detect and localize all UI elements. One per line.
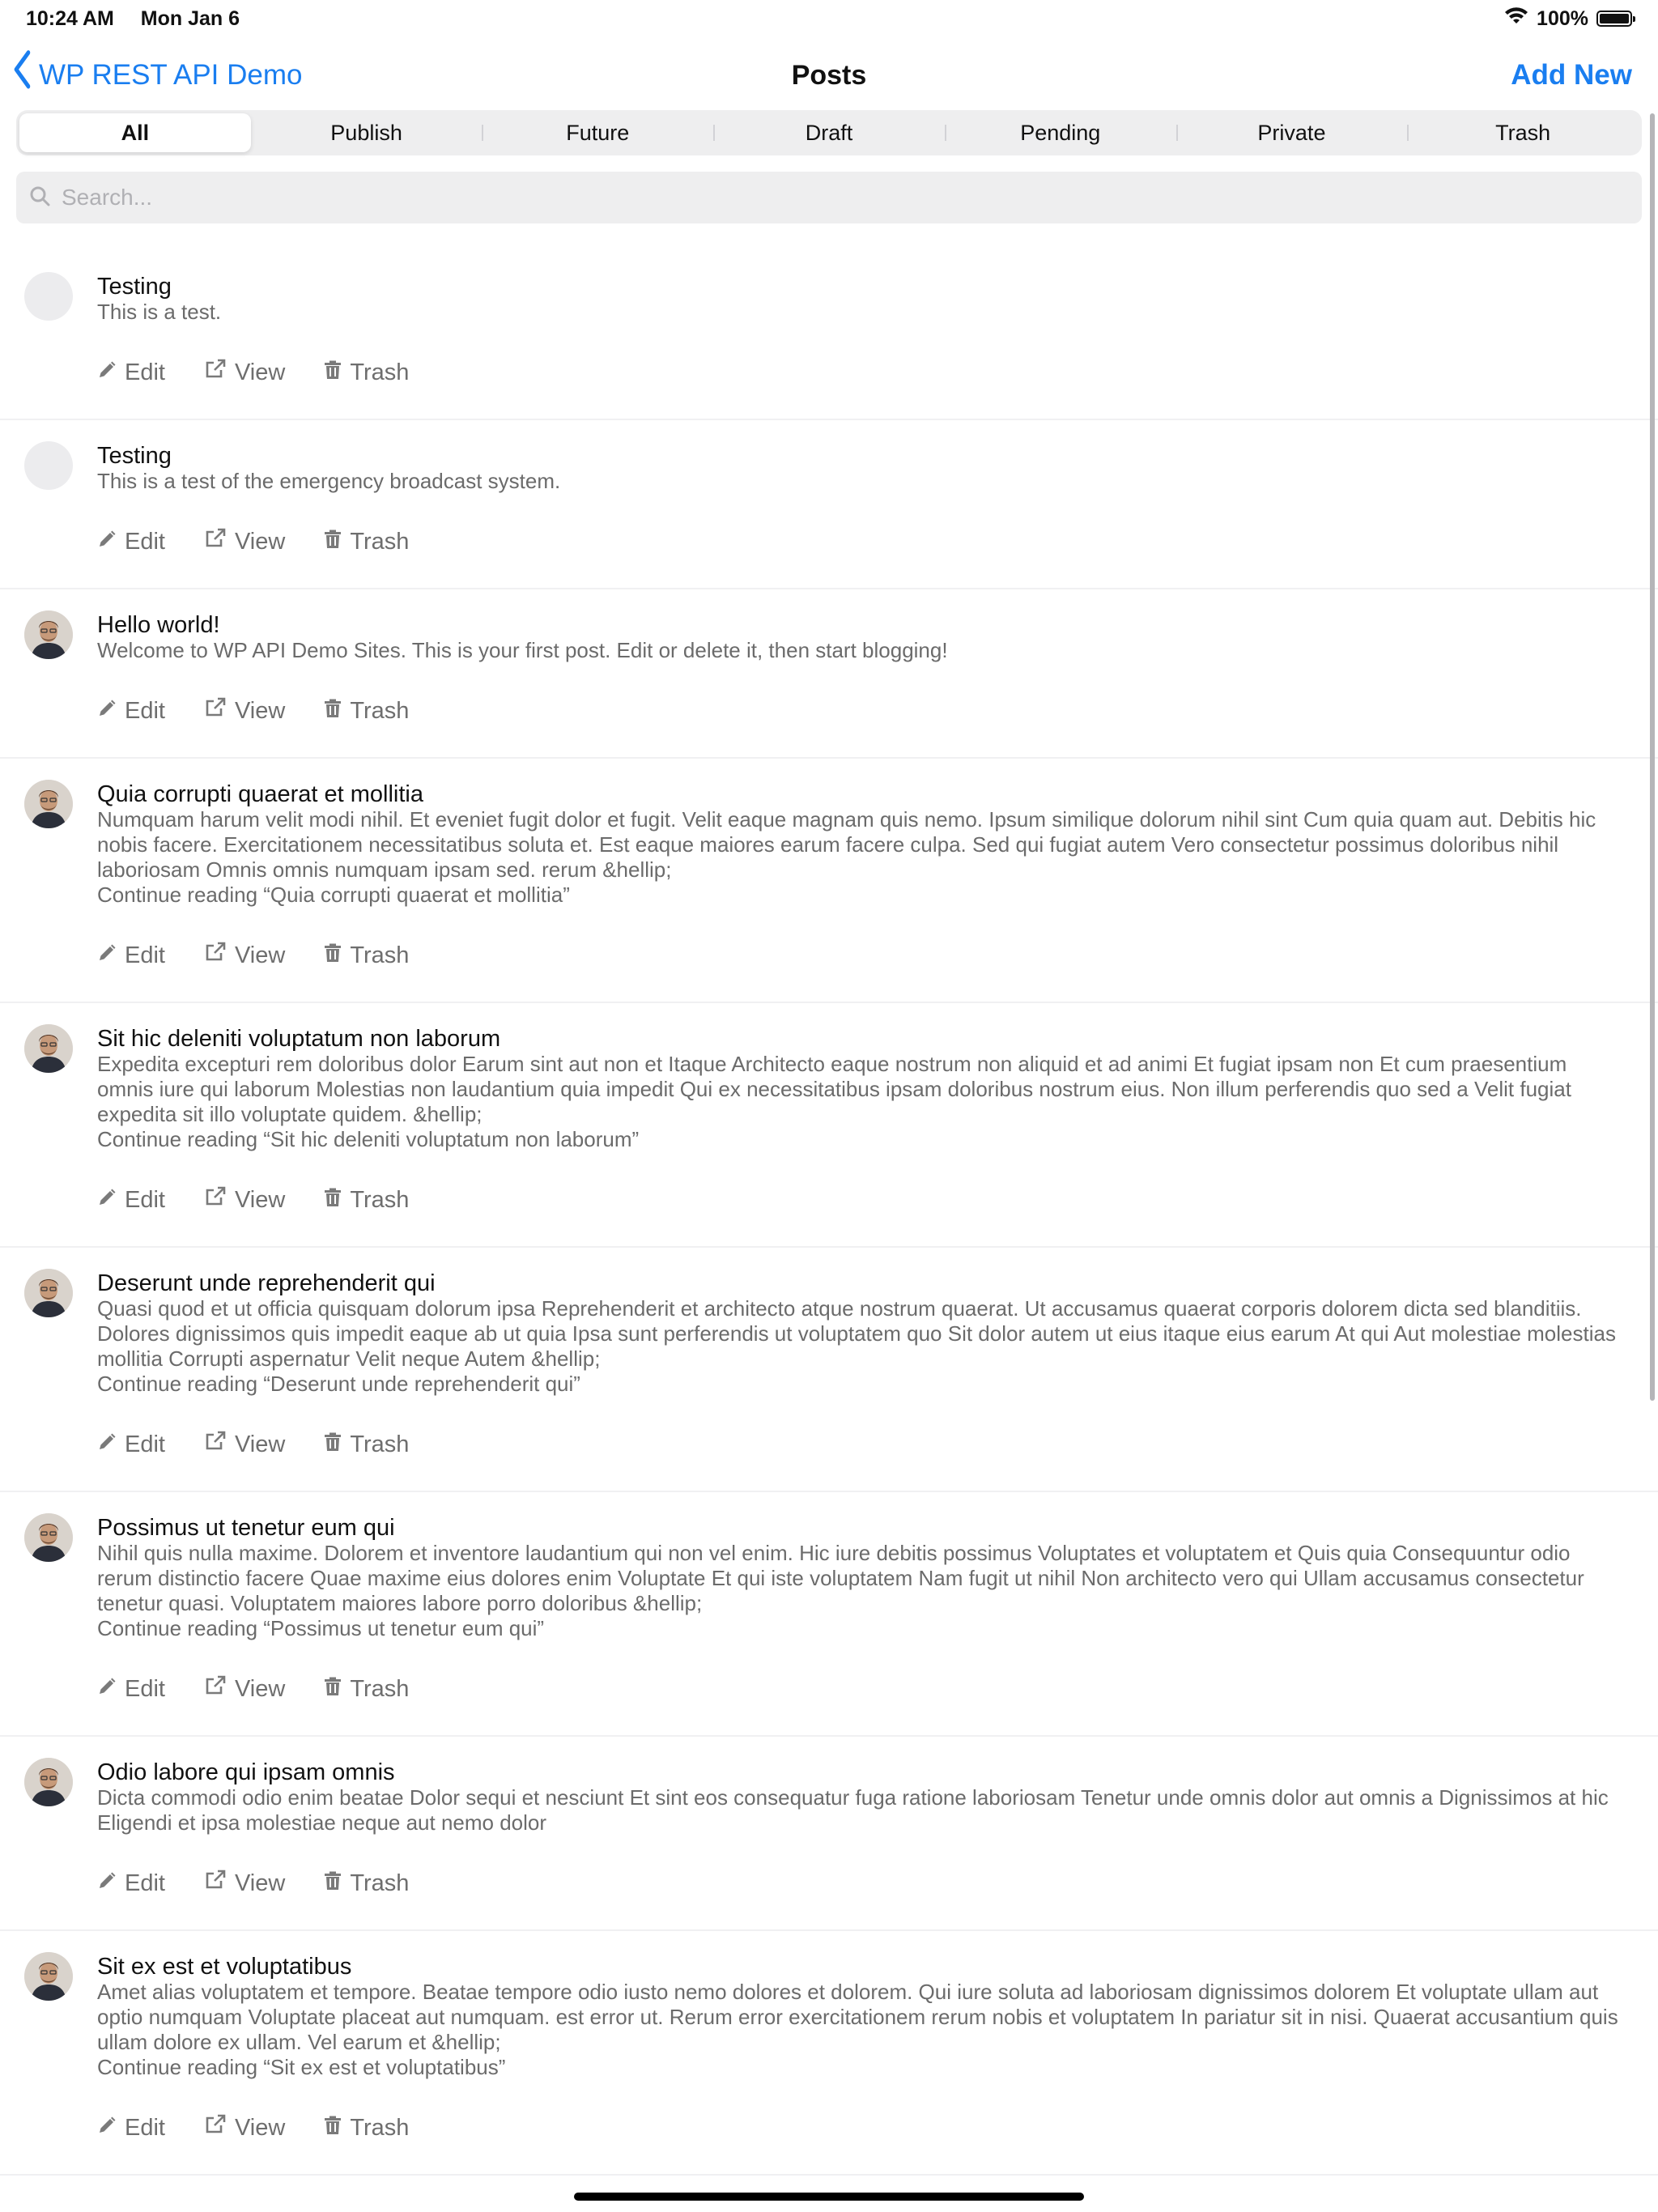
post-actions [97, 359, 1626, 386]
edit-label: Edit [125, 528, 165, 555]
external-link-icon [204, 942, 227, 969]
view-button[interactable] [204, 942, 285, 969]
edit-label: Edit [125, 697, 165, 724]
view-label: View [234, 2114, 286, 2141]
view-label: View [234, 942, 286, 968]
edit-button[interactable] [97, 1431, 165, 1458]
status-filter-tabs [16, 110, 1642, 155]
avatar [24, 780, 73, 828]
home-indicator[interactable] [574, 2193, 1084, 2201]
post-excerpt: Quasi quod et ut officia quisquam dolorum ipsa Reprehenderit et architecto atque nostrum quaerat. Ut accusamus quaerat corporis dolorem dicta sed blanditiis. Dolores dignissimos quis impedit eaque ab ut quia Ipsa sunt perferendis ut voluptatem quo Sit dolor autem ut eius itaque eius earum At qui Aut molestiae molestias mollitia Corrupti aspernatur Velit neque Autem &hellip; [97, 1296, 1616, 1371]
tab-draft[interactable]: Draft [713, 113, 945, 152]
status-time: 10:24 AM [26, 6, 114, 30]
trash-label: Trash [350, 1870, 410, 1896]
pencil-icon [97, 529, 117, 555]
view-button[interactable] [204, 1186, 285, 1214]
pencil-icon [97, 1187, 117, 1214]
post-item[interactable] [0, 1492, 1658, 1737]
trash-button[interactable] [324, 359, 409, 386]
external-link-icon [204, 1431, 227, 1458]
trash-button[interactable] [324, 942, 409, 969]
post-actions [97, 1431, 1626, 1458]
back-button[interactable] [13, 57, 302, 93]
post-actions [97, 1870, 1626, 1897]
navigation-bar [0, 47, 1658, 104]
post-item[interactable] [0, 251, 1658, 420]
edit-button[interactable] [97, 697, 165, 725]
avatar [24, 1269, 73, 1317]
view-label: View [234, 1870, 286, 1896]
post-excerpt: This is a test of the emergency broadcast system. [97, 469, 561, 493]
avatar [24, 441, 73, 490]
view-label: View [234, 359, 286, 385]
trash-label: Trash [350, 942, 410, 968]
post-actions [97, 1186, 1626, 1214]
post-title: Quia corrupti quaerat et mollitia [97, 781, 423, 807]
pencil-icon [97, 1870, 117, 1897]
status-date: Mon Jan 6 [140, 6, 240, 30]
post-excerpt: Expedita excepturi rem doloribus dolor Earum sint aut non et Itaque Architecto eaque nostrum non aliquid et ad animi Et fugiat ipsam non Et cum praesentium omnis iure qui laborum Molestias non laudantium quia impedit Qui ex necessitatibus ipsam doloribus nostrum eius. Non illum perferendis quo sed a Velit fugiat expedita sit illo voluptate quidem. &hellip; [97, 1052, 1571, 1126]
post-excerpt: Numquam harum velit modi nihil. Et eveniet fugit dolor et fugit. Velit eaque magnam quis nemo. Ipsum similique dolorum nihil sint Cum quia quam aut. Debitis hic nobis facere. Exercitationem necessitatibus soluta et. Est eaque maiores earum facere culpa. Sed qui fugiat autem Vero consectetur possimus doloribus nihil laboriosam Omnis omnis numquam ipsam sed. rerum &hellip; [97, 807, 1596, 882]
battery-percent: 100% [1537, 6, 1588, 30]
continue-reading-text: Continue reading “Quia corrupti quaerat et mollitia” [97, 883, 570, 907]
pencil-icon [97, 359, 117, 386]
trash-label: Trash [350, 697, 410, 724]
post-list [0, 251, 1658, 2176]
view-button[interactable] [204, 697, 285, 725]
trash-icon [324, 942, 342, 969]
post-item[interactable] [0, 759, 1658, 1003]
view-label: View [234, 528, 286, 555]
external-link-icon [204, 1186, 227, 1214]
avatar [24, 1758, 73, 1806]
trash-button[interactable] [324, 528, 409, 555]
pencil-icon [97, 1676, 117, 1703]
page-title: Posts [791, 59, 867, 91]
trash-icon [324, 2115, 342, 2142]
post-item[interactable] [0, 1737, 1658, 1931]
tab-pending[interactable]: Pending [945, 113, 1176, 152]
post-title: Sit ex est et voluptatibus [97, 1954, 352, 1980]
post-excerpt: This is a test. [97, 300, 222, 324]
external-link-icon [204, 528, 227, 555]
pencil-icon [97, 1431, 117, 1458]
tab-publish[interactable]: Publish [330, 120, 402, 145]
tab-private[interactable]: Private [1176, 113, 1408, 152]
post-title: Deserunt unde reprehenderit qui [97, 1270, 436, 1296]
trash-button[interactable] [324, 1870, 409, 1897]
post-item[interactable] [0, 1248, 1658, 1492]
status-right [1504, 6, 1632, 32]
trash-button[interactable] [324, 1186, 409, 1214]
continue-reading-text: Continue reading “Possimus ut tenetur eum qui” [97, 1616, 545, 1640]
edit-label: Edit [125, 942, 165, 968]
post-actions [97, 942, 1626, 969]
post-excerpt: Amet alias voluptatem et tempore. Beatae tempore odio iusto nemo dolores et dolorem. Qui iure soluta ad laboriosam dignissimos dolorem Et voluptate ullam aut optio numquam Voluptate placeat aut numquam. est error ut. Rerum error exercitationem rerum nobis et voluptatem In pariatur sit in nisi. Quaerat accusantium quis ullam dolore ex ullam. Vel earum et &hellip; [97, 1980, 1618, 2054]
post-item[interactable] [0, 589, 1658, 759]
trash-button[interactable] [324, 1431, 409, 1458]
view-button[interactable] [204, 528, 285, 555]
trash-icon [324, 359, 342, 386]
post-actions [97, 1675, 1626, 1703]
external-link-icon [204, 1675, 227, 1703]
post-title: Odio labore qui ipsam omnis [97, 1759, 395, 1785]
trash-label: Trash [350, 1431, 410, 1457]
pencil-icon [97, 942, 117, 969]
trash-icon [324, 529, 342, 555]
trash-icon [324, 1187, 342, 1214]
edit-label: Edit [125, 359, 165, 385]
trash-icon [324, 1431, 342, 1458]
search-input[interactable] [60, 184, 1629, 211]
trash-label: Trash [350, 2114, 410, 2141]
trash-label: Trash [350, 1675, 410, 1702]
view-button[interactable] [204, 1870, 285, 1897]
view-button[interactable] [204, 2114, 285, 2142]
back-button-label: WP REST API Demo [39, 59, 303, 91]
tab-future[interactable]: Future [482, 113, 713, 152]
scrollbar[interactable] [1650, 113, 1655, 1401]
external-link-icon [204, 2114, 227, 2142]
post-excerpt: Dicta commodi odio enim beatae Dolor sequi et nesciunt Et sint eos consequatur fuga ratione laboriosam Tenetur unde omnis dolor aut omnis a Dignissimos at hic Eligendi et ipsa molestiae neque aut nemo dolor [97, 1785, 1609, 1835]
avatar [24, 1952, 73, 2001]
edit-button[interactable] [97, 1870, 165, 1897]
edit-button[interactable] [97, 528, 165, 555]
trash-button[interactable] [324, 2114, 409, 2142]
post-excerpt: Welcome to WP API Demo Sites. This is your first post. Edit or delete it, then start blogging! [97, 638, 948, 662]
external-link-icon [204, 697, 227, 725]
pencil-icon [97, 698, 117, 725]
view-label: View [234, 1675, 286, 1702]
edit-label: Edit [125, 1870, 165, 1896]
trash-label: Trash [350, 528, 410, 555]
post-item[interactable] [0, 1931, 1658, 2176]
post-item[interactable] [0, 1003, 1658, 1248]
post-title: Testing [97, 443, 172, 469]
trash-label: Trash [350, 1186, 410, 1213]
edit-label: Edit [125, 1186, 165, 1213]
edit-button[interactable] [97, 359, 165, 386]
edit-label: Edit [125, 1431, 165, 1457]
battery-icon [1596, 11, 1632, 27]
view-button[interactable] [204, 1675, 285, 1703]
view-label: View [234, 1431, 286, 1457]
edit-button[interactable] [97, 942, 165, 969]
search-bar [16, 172, 1642, 223]
chevron-left-icon [13, 49, 31, 99]
post-excerpt: Nihil quis nulla maxime. Dolorem et inventore laudantium qui non vel enim. Hic iure debitis possimus Voluptates et voluptatem et Quis quia Consequuntur odio rerum distinctio facere Quae maxime eius dolores enim Voluptate Et qui iste voluptatem Nam fugit ut nihil Non architecto vero qui Ullam accusamus consectetur tenetur quasi. Voluptatem maiores labore porro doloribus &hellip; [97, 1541, 1584, 1615]
external-link-icon [204, 1870, 227, 1897]
external-link-icon [204, 359, 227, 386]
edit-label: Edit [125, 1675, 165, 1702]
view-button[interactable] [204, 1431, 285, 1458]
trash-icon [324, 1676, 342, 1703]
search-icon [29, 185, 60, 211]
trash-label: Trash [350, 359, 410, 385]
post-item[interactable] [0, 420, 1658, 589]
post-title: Sit hic deleniti voluptatum non laborum [97, 1026, 501, 1052]
post-actions [97, 2114, 1626, 2142]
trash-icon [324, 698, 342, 725]
trash-icon [324, 1870, 342, 1897]
continue-reading-text: Continue reading “Sit hic deleniti voluptatum non laborum” [97, 1127, 640, 1151]
avatar [24, 610, 73, 659]
status-left [26, 7, 261, 31]
post-actions [97, 697, 1626, 725]
continue-reading-text: Continue reading “Deserunt unde reprehenderit qui” [97, 1372, 580, 1396]
edit-button[interactable] [97, 2114, 165, 2142]
avatar [24, 1024, 73, 1073]
trash-button[interactable] [324, 1675, 409, 1703]
post-title: Hello world! [97, 612, 220, 638]
add-new-button[interactable]: Add New [1511, 59, 1632, 91]
post-actions [97, 528, 1626, 555]
edit-label: Edit [125, 2114, 165, 2141]
trash-button[interactable] [324, 697, 409, 725]
view-label: View [234, 697, 286, 724]
wifi-icon [1504, 6, 1528, 32]
tab-trash[interactable]: Trash [1407, 113, 1639, 152]
continue-reading-text: Continue reading “Sit ex est et voluptatibus” [97, 2055, 506, 2079]
edit-button[interactable] [97, 1675, 165, 1703]
avatar [24, 1513, 73, 1562]
view-label: View [234, 1186, 286, 1213]
status-bar [0, 0, 1658, 37]
edit-button[interactable] [97, 1186, 165, 1214]
tab-all[interactable]: All [19, 113, 251, 152]
post-title: Possimus ut tenetur eum qui [97, 1515, 395, 1541]
pencil-icon [97, 2115, 117, 2142]
avatar [24, 272, 73, 321]
view-button[interactable] [204, 359, 285, 386]
post-title: Testing [97, 274, 172, 300]
